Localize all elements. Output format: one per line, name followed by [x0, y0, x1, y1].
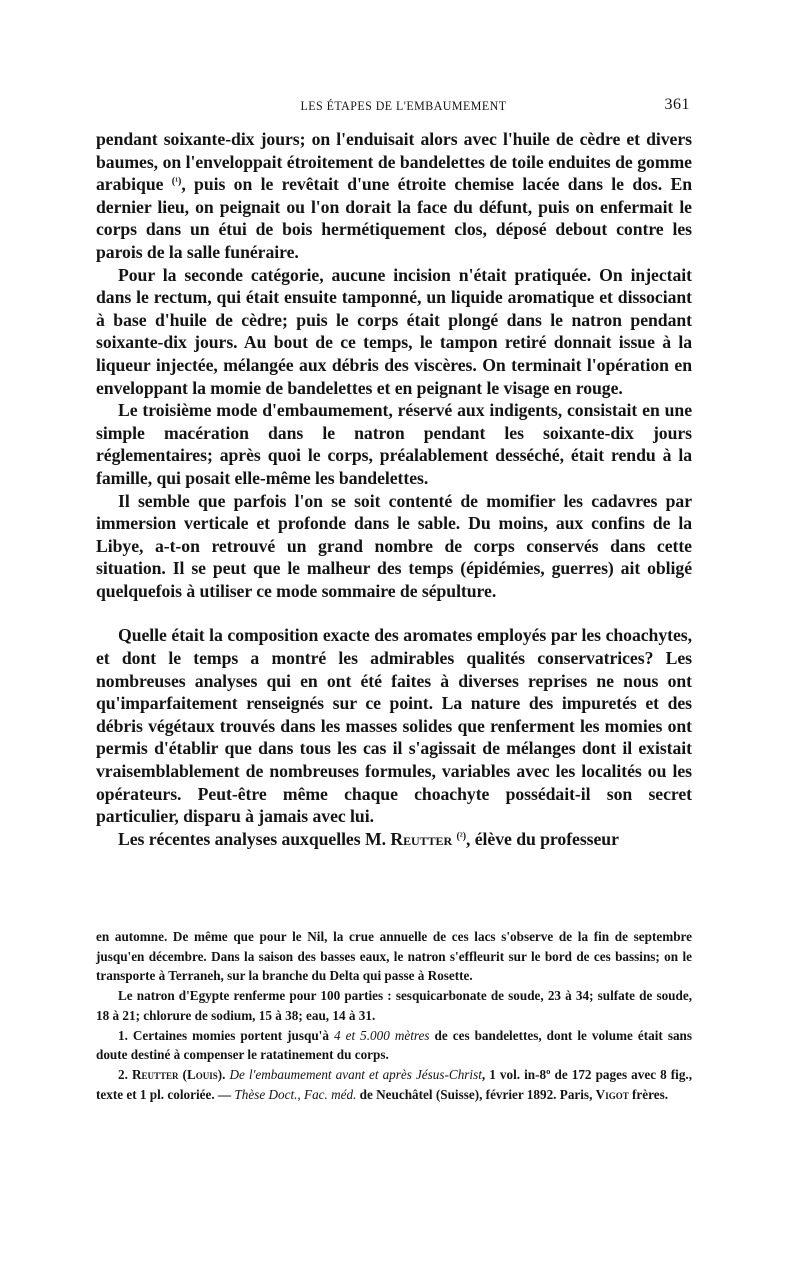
- footnote-continuation: en automne. De même que pour le Nil, la crue annuelle de ces lacs s'observe de la fin de septembre jusqu'en décembre. Dans la saison des basses eaux, le natron s'effleurit sur le bord de ces bassins; on le transporte à Terraneh, sur la branche du Delta qui passe à Rosette.: [96, 929, 692, 984]
- footnote-ref-2: (²): [456, 830, 467, 842]
- author-name-reutter: Reutter: [390, 828, 453, 849]
- running-head: LES ÉTAPES DE L'EMBAUMEMENT: [300, 98, 507, 113]
- paragraph-1: [96, 128, 692, 264]
- paragraph-6: [96, 828, 692, 851]
- footnote-2-number: 2.: [118, 1066, 128, 1082]
- footnote-ref-1: (¹): [171, 176, 182, 188]
- footnote-1: [96, 1026, 692, 1065]
- paragraph-2: Pour la seconde catégorie, aucune incision n'était pratiquée. On injectait dans le rectum, qui était ensuite tamponné, un liquide aromatique et dissociant à base d'huile de cèdre; puis le corps était plongé dans le natron pendant soixante-dix jours. Au bout de ce temps, le tampon retiré donnait issue à la liqueur injectée, mélangée aux débris des viscères. On terminait l'opération en enveloppant la momie de bandelettes et en peignant le visage en rouge.: [96, 264, 692, 398]
- footnote-2-title: De l'embaumement avant et après Jésus-Christ: [229, 1066, 482, 1082]
- footnote-2: [96, 1065, 692, 1104]
- paragraph-1-rest: , puis on le revêtait d'une étroite chemise lacée dans le dos. En dernier lieu, on peignait ou l'on dorait la face du défunt, puis on enfermait le corps dans un étui de bois hermétiquement clos, déposé debout contre les parois de la salle funéraire.: [96, 174, 693, 262]
- paragraph-4: Il semble que parfois l'on se soit contenté de momifier les cadavres par immersion verticale et profonde dans le sable. Du moins, aux confins de la Libye, a-t-on retrouvé un grand nombre de corps conservés dans cette situation. Il se peut que le malheur des temps (épidémies, guerres) ait obligé quelquefois à utiliser ce mode sommaire de sépulture.: [96, 490, 692, 601]
- footnote-2-thesis: Thèse Doct., Fac. méd.: [234, 1086, 357, 1102]
- footnote-2-publisher: Vigot: [595, 1086, 629, 1102]
- footnote-1-emphasis: 4 et 5.000 mètres: [333, 1027, 430, 1043]
- footnote-2-text-d: de Neuchâtel (Suisse), février 1892. Paris,: [359, 1086, 593, 1102]
- footnote-1-text-b: de ces bandelettes, dont le volume était sans doute destiné à compenser le ratatinement du corps.: [96, 1027, 693, 1063]
- page-header: [117, 98, 690, 118]
- footnote-2-period: .: [222, 1066, 226, 1082]
- footnote-2-text-c: , 1 vol. in-8º de 172 pages avec 8 fig., texte et 1 pl. coloriée. —: [96, 1066, 693, 1102]
- footnote-2-author: Reutter (Louis): [131, 1066, 223, 1082]
- page-number: 361: [664, 96, 690, 113]
- paragraph-6-text-a: Les récentes analyses auxquelles M.: [118, 828, 386, 849]
- main-text: [96, 128, 692, 850]
- footnote-2-text-e: frères.: [632, 1086, 668, 1102]
- paragraph-3: Le troisième mode d'embaumement, réservé aux indigents, consistait en une simple macération dans le natron pendant les soixante-dix jours réglementaires; après quoi le corps, préalablement desséché, était rendu à la famille, qui posait elle-même les bandelettes.: [96, 400, 692, 488]
- footnote-1-text-a: 1. Certaines momies portent jusqu'à: [118, 1027, 329, 1043]
- paragraph-1-text: pendant soixante-dix jours; on l'enduisait alors avec l'huile de cèdre et divers baumes, on l'enveloppait étroitement de bandelettes de toile enduites de gomme arabique: [96, 129, 692, 195]
- paragraph-6-text-b: , élève du professeur: [466, 828, 619, 849]
- paragraph-5: Quelle était la composition exacte des aromates employés par les choachytes, et dont le temps a montré les admirables qualités conservatrices? Les nombreuses analyses qui en ont été faites à diverses reprises ne nous ont qu'imparfaitement renseignés sur ce point. La nature des impuretés et des débris végétaux trouvés dans les masses solides que renferment les momies ont permis d'établir que dans tous les cas il s'agissait de mélanges dont il existait vraisemblablement de nombreuses formules, variables avec les localités ou les opérateurs. Peut-être même chaque choachyte possédait-il son secret particulier, disparu à jamais avec lui.: [96, 625, 692, 827]
- footnotes: [96, 927, 692, 1104]
- footnote-natron-composition: Le natron d'Egypte renferme pour 100 parties : sesquicarbonate de soude, 23 à 34; sulfate de soude, 18 à 21; chlorure de sodium, 15 à 38; eau, 14 à 31.: [96, 988, 692, 1023]
